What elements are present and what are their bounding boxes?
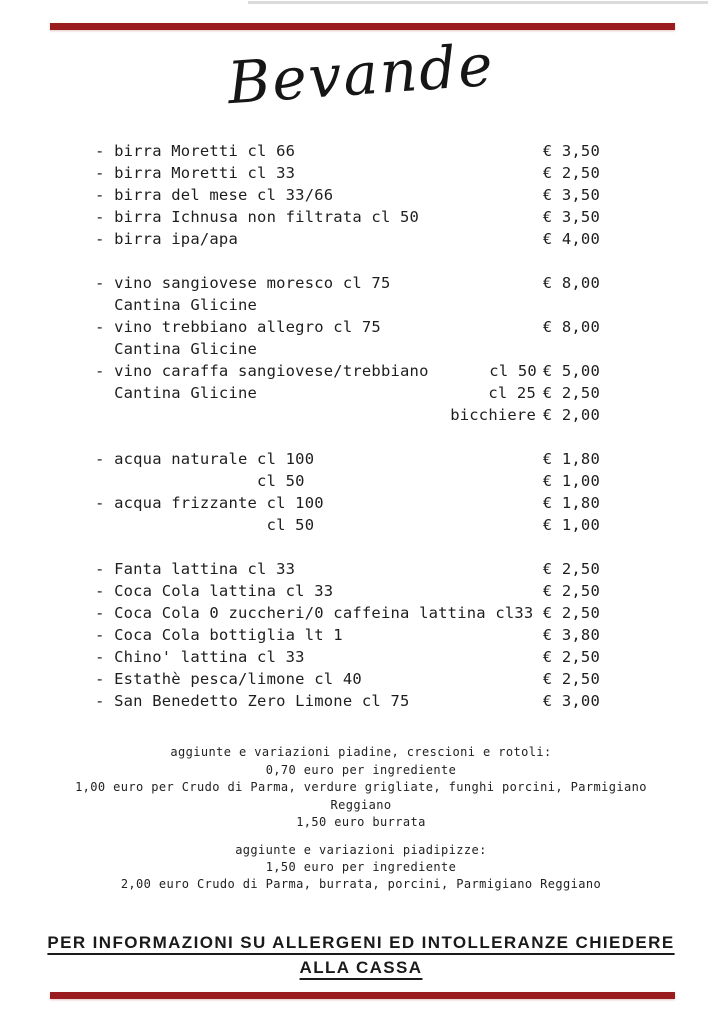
note-line: 0,70 euro per ingrediente [265,762,457,777]
item-price: € 1,00 [542,516,600,534]
menu-row [95,228,600,250]
item-text: - Chino' lattina cl 33 [95,648,305,666]
item-text: - vino sangiovese moresco cl 75 [95,274,391,292]
item-text: cl 50 [95,472,305,490]
item-price: € 8,00 [542,274,600,292]
item-text: - Coca Cola 0 zuccheri/0 caffeina lattina cl33 [95,604,534,622]
item-text: - birra Moretti cl 33 [95,164,296,182]
item-price: € 4,00 [542,230,600,248]
item-price: € 2,50 [542,384,600,402]
menu-row [95,382,600,404]
menu-row [95,272,600,294]
menu-row [95,514,600,536]
item-size-text: cl 50 [489,362,537,380]
item-price: € 3,80 [542,626,600,644]
item-text: Cantina Glicine [95,340,258,358]
item-price: € 3,50 [542,186,600,204]
item-text: - birra del mese cl 33/66 [95,186,334,204]
item-price: € 3,50 [542,208,600,226]
item-size-text: cl 25 [488,384,536,402]
menu-row [95,162,600,184]
menu-section-vini [95,272,600,426]
item-price: € 1,00 [542,472,600,490]
item-text: - vino caraffa sangiovese/trebbiano [95,362,429,380]
item-price: € 8,00 [542,318,600,336]
item-text: - Coca Cola bottiglia lt 1 [95,626,343,644]
item-price: € 2,50 [542,560,600,578]
menu-row [95,294,600,316]
menu-row [95,602,600,624]
menu-sections [95,140,600,712]
item-price: € 2,50 [542,648,600,666]
item-text: - birra Moretti cl 66 [95,142,296,160]
item-size-text: bicchiere [450,406,536,424]
menu-row [95,184,600,206]
item-text: - San Benedetto Zero Limone cl 75 [95,692,410,710]
menu-row [95,668,600,690]
item-price: € 1,80 [542,494,600,512]
notes-piadipizze [0,842,722,893]
item-text: - acqua naturale cl 100 [95,450,315,468]
item-price: € 3,00 [542,692,600,710]
menu-row [95,448,600,470]
item-text: - Coca Cola lattina cl 33 [95,582,334,600]
allergen-notice [0,930,722,980]
note-line: 1,50 euro burrata [296,815,426,829]
item-price: € 2,00 [542,406,600,424]
menu-row [95,624,600,646]
scan-artifact-line [248,1,708,4]
menu-row [95,492,600,514]
item-text: - Fanta lattina cl 33 [95,560,296,578]
item-price: € 3,50 [542,142,600,160]
note-line: aggiunte e variazioni piadine, crescioni e rotoli: [170,745,552,759]
item-text: - birra Ichnusa non filtrata cl 50 [95,208,420,226]
menu-row [95,360,600,382]
menu-row [95,338,600,360]
menu-row [95,206,600,228]
note-line: Reggiano [330,797,392,812]
menu-row [95,690,600,712]
item-text: - birra ipa/apa [95,230,238,248]
menu-section-birre [95,140,600,250]
notes-piadine [0,744,722,832]
allergen-line-1: PER INFORMAZIONI SU ALLERGENI ED INTOLLERANZE CHIEDERE [47,933,675,952]
allergen-line-2: ALLA CASSA [299,958,423,977]
item-text [95,404,426,426]
item-price: € 2,50 [542,670,600,688]
item-price: € 2,50 [542,582,600,600]
item-text: Cantina Glicine [95,384,258,402]
menu-section-bibite [95,558,600,712]
item-text: - acqua frizzante cl 100 [95,494,324,512]
item-text: Cantina Glicine [95,296,258,314]
item-text: - Estathè pesca/limone cl 40 [95,670,362,688]
item-price: € 5,00 [542,362,600,380]
item-text: cl 50 [95,516,315,534]
menu-row [95,558,600,580]
menu-row [95,316,600,338]
item-text: - vino trebbiano allegro cl 75 [95,318,381,336]
item-price: € 1,80 [542,450,600,468]
menu-row [95,580,600,602]
menu-row [95,404,600,426]
menu-row [95,470,600,492]
menu-row [95,646,600,668]
menu-section-acqua [95,448,600,536]
item-price: € 2,50 [542,164,600,182]
note-line: 2,00 euro Crudo di Parma, burrata, porcini, Parmigiano Reggiano [120,877,602,891]
menu-row [95,140,600,162]
item-price: € 2,50 [542,604,600,622]
note-line: 1,00 euro per Crudo di Parma, verdure grigliate, funghi porcini, Parmigiano [75,780,647,794]
note-line: aggiunte e variazioni piadipizze: [235,843,487,857]
menu-title: Bevande [225,30,497,118]
note-line: 1,50 euro per ingrediente [265,860,457,874]
bottom-rule [50,992,675,999]
